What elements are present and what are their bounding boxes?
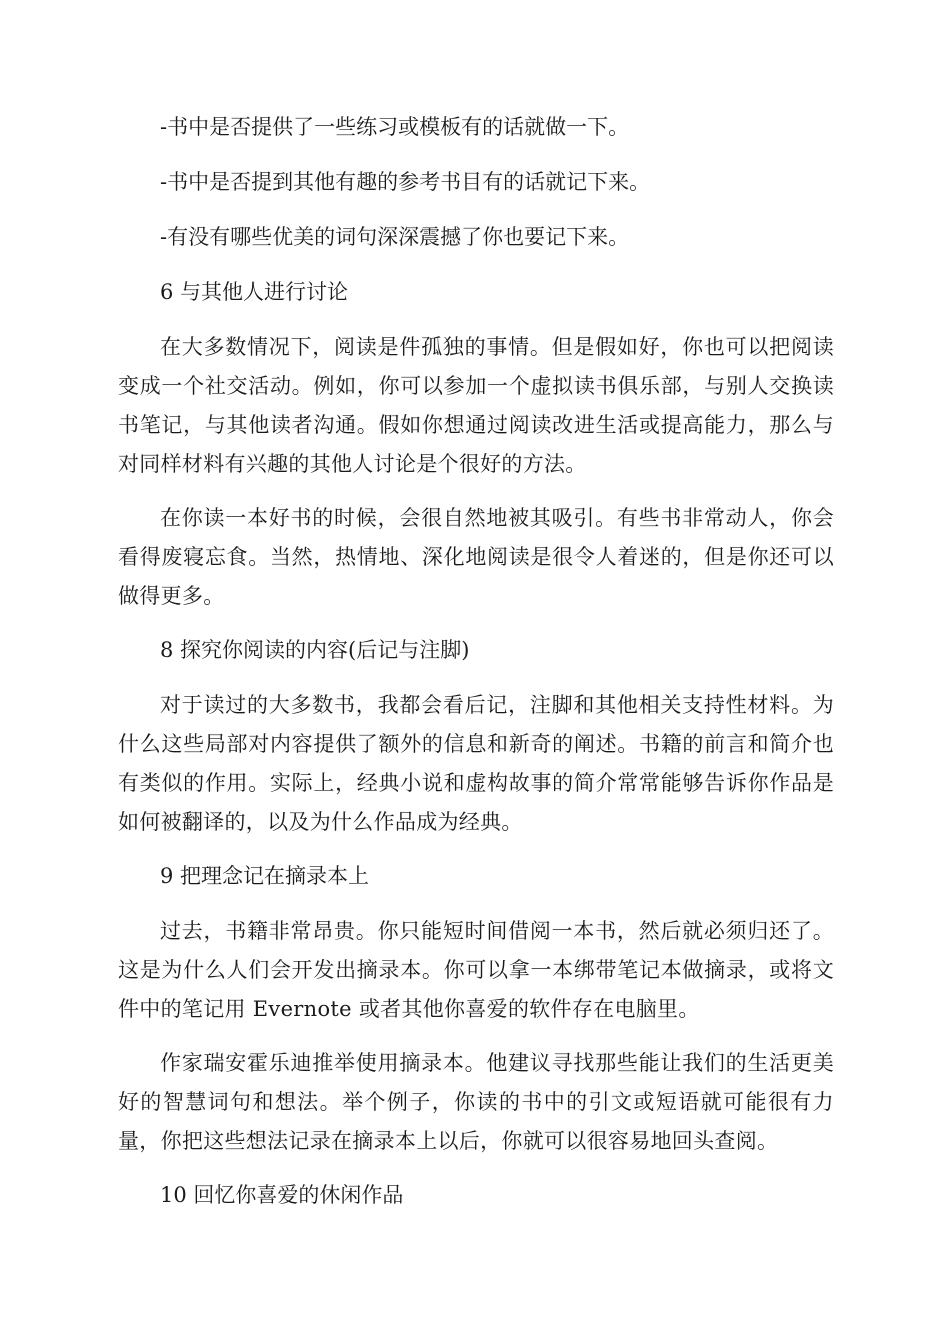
body-paragraph: 在大多数情况下，阅读是件孤独的事情。但是假如好，你也可以把阅读变成一个社交活动。例如，你可以参加一个虚拟读书俱乐部，与别人交换读书笔记，与其他读者沟通。假如你想通过阅读改进生活或提高能力，那么与对同样材料有兴趣的其他人讨论是个很好的方法。 (118, 335, 834, 476)
body-paragraph: 过去，书籍非常昂贵。你只能短时间借阅一本书，然后就必须归还了。这是为什么人们会开发出摘录本。你可以拿一本绑带笔记本做摘录，或将文件中的笔记用 Evernote 或者其他你喜爱的软件存在电脑里。 (118, 919, 834, 1021)
list-item: -书中是否提供了一些练习或模板有的话就做一下。 (160, 115, 630, 139)
document-body (118, 108, 834, 1231)
body-paragraph: 在你读一本好书的时候，会很自然地被其吸引。有些书非常动人，你会看得废寝忘食。当然，热情地、深化地阅读是很令人着迷的，但是你还可以做得更多。 (118, 506, 834, 608)
section-heading: 8 探究你阅读的内容(后记与注脚) (160, 638, 470, 662)
list-item: -书中是否提到其他有趣的参考书目有的话就记下来。 (160, 170, 651, 194)
body-paragraph: 对于读过的大多数书，我都会看后记，注脚和其他相关支持性材料。为什么这些局部对内容提供了额外的信息和新奇的阐述。书籍的前言和简介也有类似的作用。实际上，经典小说和虚构故事的简介常常能够告诉你作品是如何被翻译的，以及为什么作品成为经典。 (118, 693, 834, 834)
body-paragraph: 作家瑞安霍乐迪推举使用摘录本。他建议寻找那些能让我们的生活更美好的智慧词句和想法。举个例子，你读的书中的引文或短语就可能很有力量，你把这些想法记录在摘录本上以后，你就可以很容易地回头查阅。 (118, 1051, 834, 1153)
section-heading: 6 与其他人进行讨论 (160, 280, 349, 304)
list-item: -有没有哪些优美的词句深深震撼了你也要记下来。 (160, 225, 630, 249)
section-heading: 10 回忆你喜爱的休闲作品 (160, 1183, 404, 1207)
section-heading: 9 把理念记在摘录本上 (160, 864, 370, 888)
